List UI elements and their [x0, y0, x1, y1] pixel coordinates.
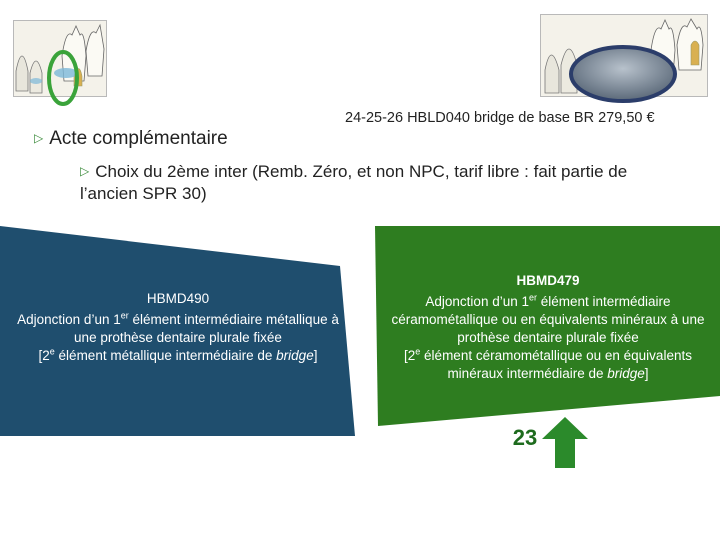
bridge-code-line: 24-25-26 HBLD040 bridge de base BR 279,50 € [345, 110, 655, 126]
right-panel-text [378, 272, 718, 383]
up-arrow-icon [540, 415, 590, 470]
left-panel-text [8, 290, 348, 365]
triangle-bullet-icon: ▷ [80, 164, 90, 178]
right-panel-code: HBMD479 [516, 273, 580, 288]
bullet-level2-text: Choix du 2ème inter (Remb. Zéro, et non NPC, tarif libre : fait partie de l’ancien SPR 30) [80, 162, 628, 203]
left-panel-line2: [2e élément métallique intermédiaire de bridge] [38, 346, 318, 363]
left-panel-code: HBMD490 [146, 291, 210, 306]
page-number: 23 [512, 425, 538, 450]
triangle-bullet-icon: ▷ [34, 131, 44, 145]
pontic-ellipse-icon [568, 44, 678, 104]
circle-highlight-icon [38, 48, 88, 108]
bullet-level1-text: Acte complémentaire [49, 128, 228, 149]
left-panel-line1: Adjonction d’un 1er élément intermédiaire métallique à une prothèse dentaire plurale fixée [17, 310, 339, 345]
bullet-level1 [34, 128, 228, 150]
right-panel-line1: Adjonction d’un 1er élément intermédiaire céramométallique ou en équivalents minéraux à une prothèse dentaire plurale fixée [391, 292, 705, 345]
bullet-level2 [80, 160, 680, 205]
right-panel-line2: [2e élément céramométallique ou en équivalents minéraux intermédiaire de bridge] [404, 346, 692, 381]
